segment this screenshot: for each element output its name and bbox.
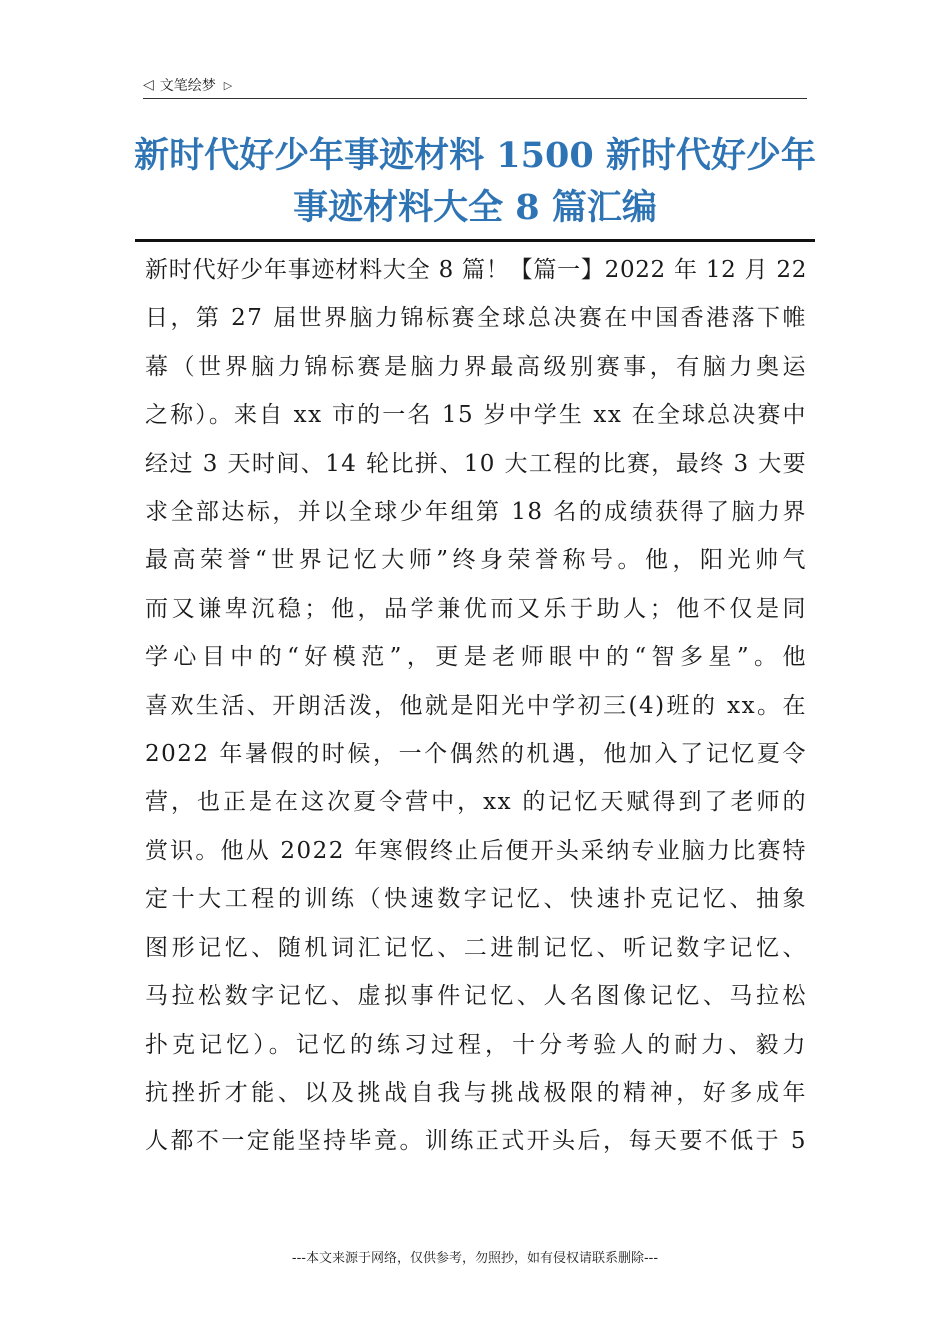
document-header <box>143 74 232 96</box>
body-line: 求全部达标，并以全球少年组第 18 名的成绩获得了脑力界 <box>145 499 807 526</box>
page-title <box>100 130 850 234</box>
body-line: 扑克记忆）。记忆的练习过程，十分考验人的耐力、毅力 <box>145 1031 807 1058</box>
title-line-1: 新时代好少年事迹材料 1500 新时代好少年 <box>134 135 816 176</box>
body-line: 营，也正是在这次夏令营中，xx 的记忆天赋得到了老师的 <box>145 789 807 816</box>
source-disclaimer: ---本文来源于网络，仅供参考，勿照抄，如有侵权请联系删除--- <box>291 1251 659 1266</box>
title-line-2: 事迹材料大全 8 篇汇编 <box>293 187 657 228</box>
body-line: 新时代好少年事迹材料大全 8 篇！【篇一】2022 年 12 月 22 <box>145 257 807 283</box>
body-line: 而又谦卑沉稳；他，品学兼优而又乐于助人；他不仅是同 <box>145 595 807 622</box>
body-line: 抗挫折才能、以及挑战自我与挑战极限的精神，好多成年 <box>145 1079 807 1106</box>
body-line: 赏识。他从 2022 年寒假终止后便开头采纳专业脑力比赛特 <box>145 837 807 864</box>
body-line: 人都不一定能坚持毕竟。训练正式开头后，每天要不低于 5 <box>145 1128 807 1155</box>
title-divider <box>135 239 815 242</box>
body-line: 马拉松数字记忆、虚拟事件记忆、人名图像记忆、马拉松 <box>145 983 807 1010</box>
body-line: 之称）。来自 xx 市的一名 15 岁中学生 xx 在全球总决赛中 <box>145 402 807 429</box>
body-paragraph <box>145 246 807 1166</box>
left-triangle-icon: ◁ <box>143 77 154 93</box>
body-line: 2022 年暑假的时候，一个偶然的机遇，他加入了记忆夏令 <box>145 741 807 768</box>
body-line: 定十大工程的训练（快速数字记忆、快速扑克记忆、抽象 <box>145 886 807 913</box>
right-triangle-icon: ▷ <box>223 78 233 92</box>
body-line: 幕（世界脑力锦标赛是脑力界最高级别赛事，有脑力奥运 <box>145 353 807 380</box>
body-line: 学心目中的“好模范”，更是老师眼中的“智多星”。他 <box>145 644 807 671</box>
header-divider <box>143 98 807 99</box>
body-line: 喜欢生活、开朗活泼，他就是阳光中学初三(4)班的 xx。在 <box>145 692 807 719</box>
body-line: 最高荣誉“世界记忆大师”终身荣誉称号。他，阳光帅气 <box>145 547 807 574</box>
body-line: 日，第 27 届世界脑力锦标赛全球总决赛在中国香港落下帷 <box>145 305 807 332</box>
header-brand: 文笔绘梦 <box>159 78 216 94</box>
body-line: 经过 3 天时间、14 轮比拼、10 大工程的比赛，最终 3 大要 <box>145 450 807 477</box>
body-line: 图形记忆、随机词汇记忆、二进制记忆、听记数字记忆、 <box>145 934 807 961</box>
